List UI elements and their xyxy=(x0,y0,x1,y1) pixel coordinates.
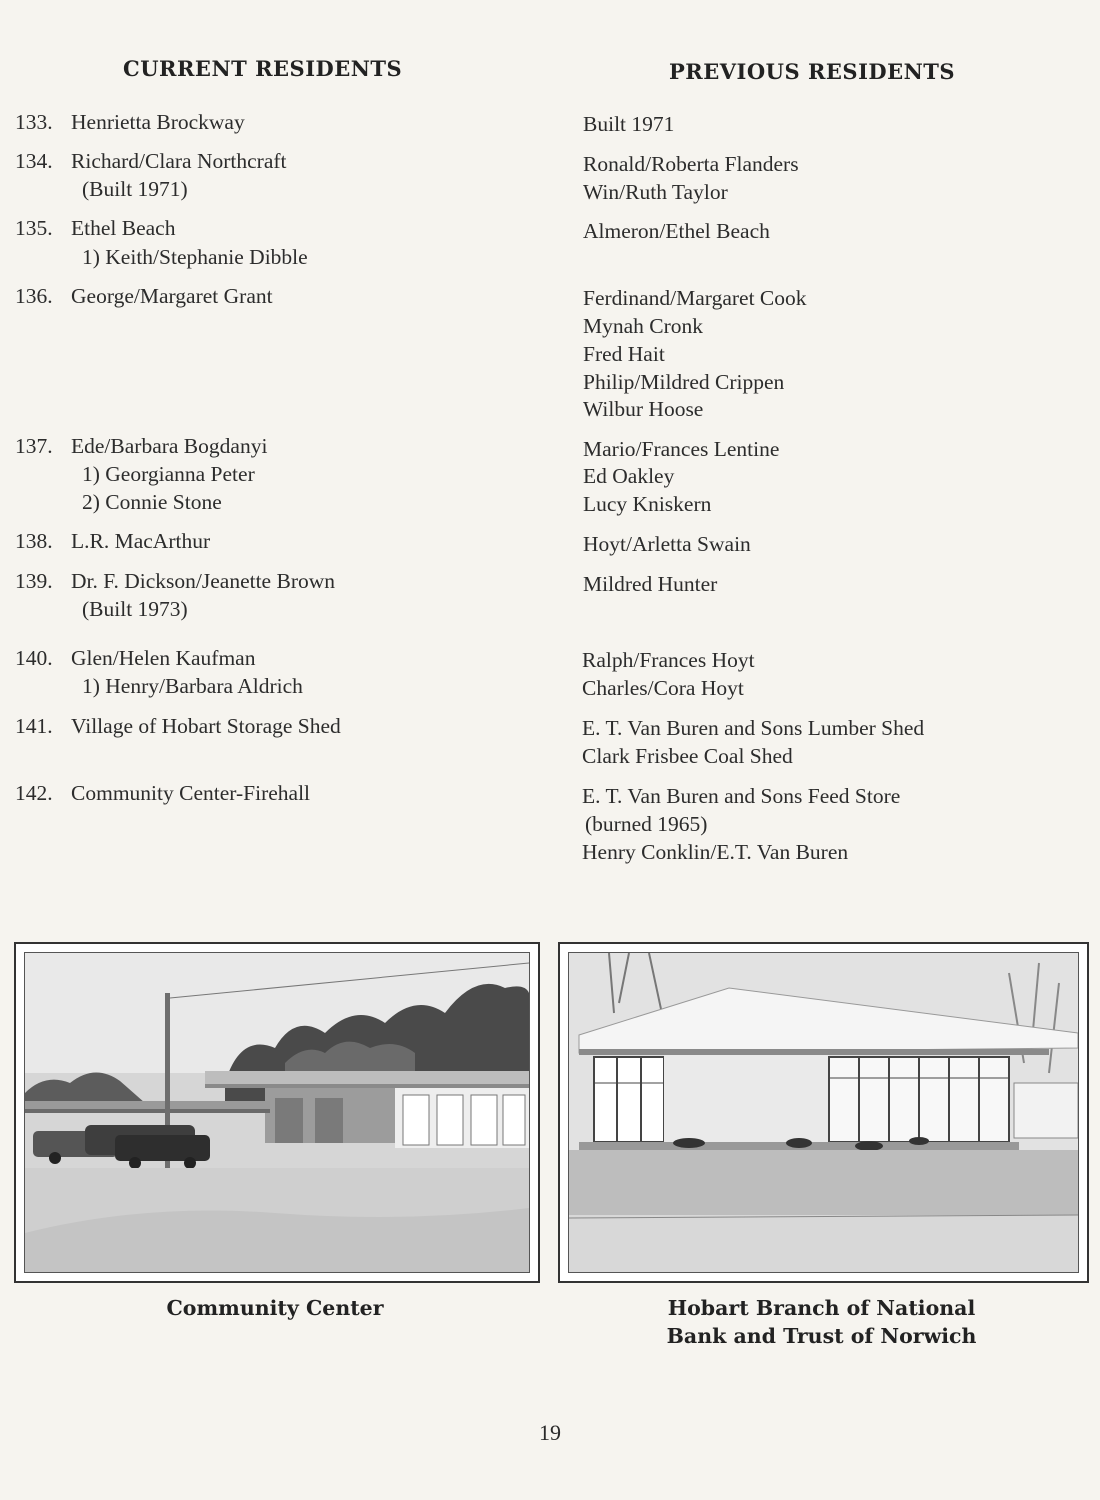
entry-number: 139. xyxy=(15,569,53,593)
entry-name: Henrietta Brockway xyxy=(71,110,245,134)
current-entry-140-sub1: 1) Henry/Barbara Aldrich xyxy=(82,674,303,698)
entry-number: 137. xyxy=(15,434,53,458)
previous-entry-136-line4: Philip/Mildred Crippen xyxy=(583,370,785,394)
entry-name: Ethel Beach xyxy=(71,216,176,240)
bank-branch-caption-line2: Bank and Trust of Norwich xyxy=(666,1324,977,1348)
current-entry-133 xyxy=(15,108,245,136)
current-entry-140 xyxy=(15,644,255,672)
bank-branch-image xyxy=(569,953,1078,1272)
previous-entry-141-line2: Clark Frisbee Coal Shed xyxy=(582,744,793,768)
current-entry-136 xyxy=(15,282,273,310)
previous-entry-136-line1: Ferdinand/Margaret Cook xyxy=(583,286,807,310)
previous-entry-141-line1: E. T. Van Buren and Sons Lumber Shed xyxy=(582,716,925,740)
current-entry-137-sub2: 2) Connie Stone xyxy=(82,490,222,514)
entry-name: L.R. MacArthur xyxy=(71,529,211,553)
previous-entry-142-line3: Henry Conklin/E.T. Van Buren xyxy=(582,840,849,864)
previous-residents-header: PREVIOUS RESIDENTS xyxy=(669,59,956,84)
current-entry-137 xyxy=(15,432,267,460)
entry-number: 142. xyxy=(15,781,53,805)
current-entry-135 xyxy=(15,214,175,242)
entry-name: Richard/Clara Northcraft xyxy=(71,149,287,173)
entry-number: 140. xyxy=(15,646,53,670)
entry-number: 133. xyxy=(15,110,53,134)
previous-entry-137-line1: Mario/Frances Lentine xyxy=(583,437,780,461)
community-center-caption: Community Center xyxy=(166,1296,384,1320)
current-entry-135-sub1: 1) Keith/Stephanie Dibble xyxy=(82,245,308,269)
previous-entry-140-line1: Ralph/Frances Hoyt xyxy=(582,648,755,672)
previous-entry-135-line1: Almeron/Ethel Beach xyxy=(583,219,770,243)
current-entry-141 xyxy=(15,712,341,740)
current-entry-134 xyxy=(15,147,287,175)
bank-branch-caption xyxy=(558,1294,1085,1350)
page-number: 19 xyxy=(539,1420,561,1445)
entry-number: 135. xyxy=(15,216,53,240)
previous-entry-136-line3: Fred Hait xyxy=(583,342,665,366)
previous-entry-138-line1: Hoyt/Arletta Swain xyxy=(583,532,751,556)
previous-entry-136-line2: Mynah Cronk xyxy=(583,314,704,338)
current-entry-139-note: (Built 1973) xyxy=(82,597,188,621)
current-residents-header: CURRENT RESIDENTS xyxy=(123,56,403,81)
bank-branch-caption-line1: Hobart Branch of National xyxy=(667,1296,976,1320)
community-center-image xyxy=(25,953,529,1272)
current-entry-137-sub1: 1) Georgianna Peter xyxy=(82,462,255,486)
current-entry-134-note: (Built 1971) xyxy=(82,177,188,201)
previous-entry-137-line2: Ed Oakley xyxy=(583,464,675,488)
entry-name: Glen/Helen Kaufman xyxy=(71,646,256,670)
entry-name: George/Margaret Grant xyxy=(71,284,273,308)
previous-entry-142-line2: (burned 1965) xyxy=(585,812,708,836)
previous-entry-136-line5: Wilbur Hoose xyxy=(583,397,704,421)
current-entry-139 xyxy=(15,567,335,595)
previous-entry-134-line2: Win/Ruth Taylor xyxy=(583,180,728,204)
entry-name: Dr. F. Dickson/Jeanette Brown xyxy=(71,569,336,593)
previous-entry-142-line1: E. T. Van Buren and Sons Feed Store xyxy=(582,784,901,808)
bank-branch-photo xyxy=(558,942,1089,1283)
current-entry-142 xyxy=(15,779,310,807)
previous-entry-137-line3: Lucy Kniskern xyxy=(583,492,712,516)
current-entry-138 xyxy=(15,527,210,555)
entry-name: Ede/Barbara Bogdanyi xyxy=(71,434,268,458)
community-center-photo xyxy=(14,942,540,1283)
entry-number: 136. xyxy=(15,284,53,308)
previous-entry-134-line1: Ronald/Roberta Flanders xyxy=(583,152,799,176)
entry-number: 141. xyxy=(15,714,53,738)
entry-name: Community Center-Firehall xyxy=(71,781,311,805)
previous-entry-139-line1: Mildred Hunter xyxy=(583,572,718,596)
entry-name: Village of Hobart Storage Shed xyxy=(71,714,341,738)
entry-number: 138. xyxy=(15,529,53,553)
previous-entry-140-line2: Charles/Cora Hoyt xyxy=(582,676,744,700)
entry-number: 134. xyxy=(15,149,53,173)
previous-entry-133-line1: Built 1971 xyxy=(583,112,675,136)
